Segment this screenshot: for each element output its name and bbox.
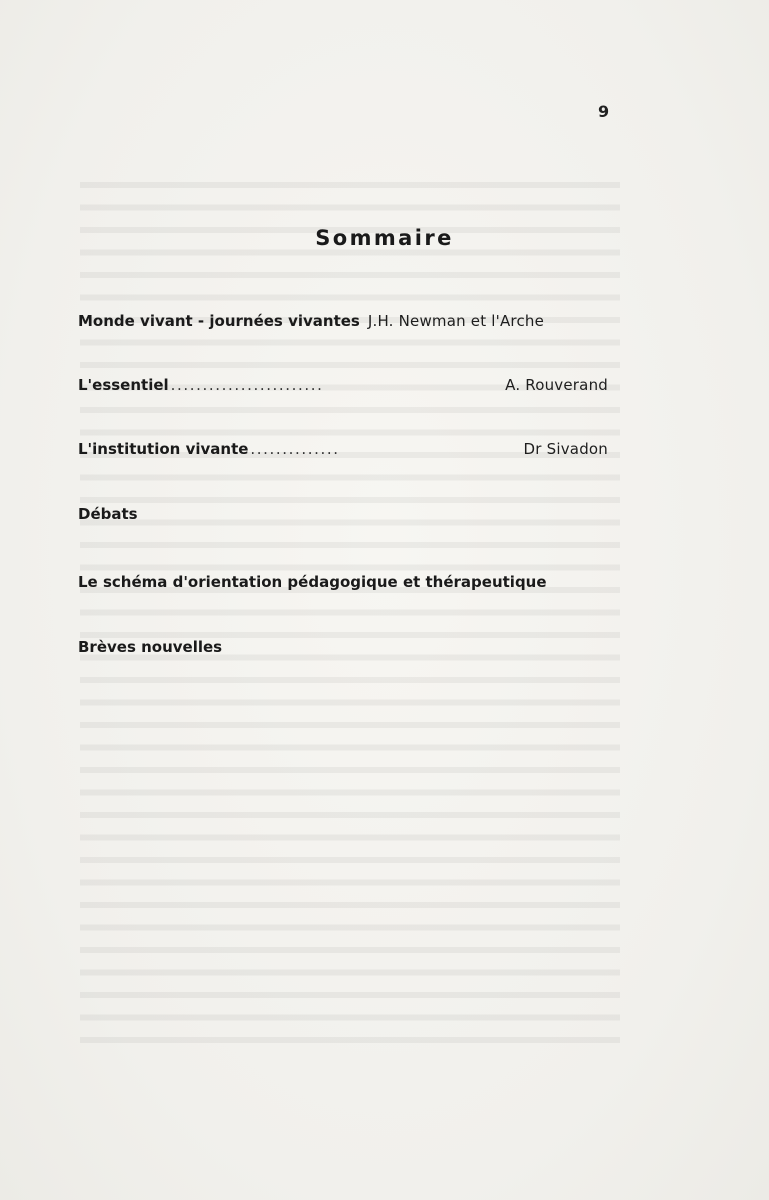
- toc-entry-monde-vivant: [78, 312, 608, 334]
- toc-heading: L'essentiel: [78, 376, 169, 394]
- toc-heading: Brèves nouvelles: [78, 638, 223, 656]
- toc-entry-schema: [78, 573, 608, 595]
- toc-heading: Débats: [78, 505, 138, 523]
- toc-heading: L'institution vivante: [78, 440, 249, 458]
- toc-heading: Monde vivant - journées vivantes: [78, 312, 360, 330]
- toc-entry-breves: [78, 638, 608, 660]
- toc-author: A. Rouverand: [505, 376, 608, 394]
- bleed-through-texture: [80, 170, 620, 1050]
- toc-dot-leader: ........................: [170, 376, 324, 394]
- toc-dot-leader: ..............: [250, 440, 340, 458]
- page-title: Sommaire: [315, 226, 454, 250]
- toc-entry-institution: [78, 440, 608, 462]
- toc-entry-essentiel: [78, 376, 608, 398]
- page-number: 9: [598, 102, 610, 121]
- toc-author: Dr Sivadon: [523, 440, 608, 458]
- toc-author: J.H. Newman et l'Arche: [367, 312, 545, 330]
- toc-heading: Le schéma d'orientation pédagogique et thérapeutique: [78, 573, 547, 591]
- toc-entry-debats: [78, 505, 608, 527]
